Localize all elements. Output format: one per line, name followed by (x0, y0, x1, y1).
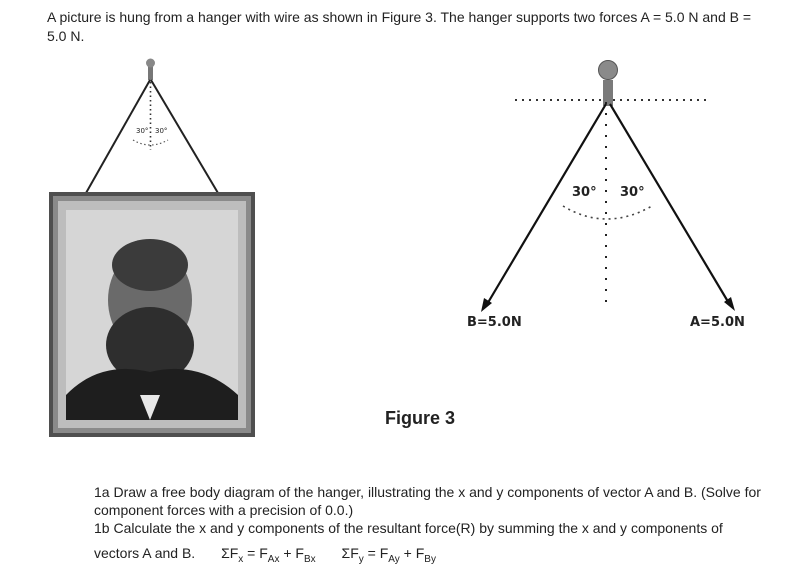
question-1a: 1a Draw a free body diagram of the hanger, illustrating the x and y components of vector A and B. (Solve for component forces with a precision of 0.0.) (94, 484, 761, 518)
question-1b-continuation: vectors A and B. (94, 545, 196, 561)
force-a-vector (610, 104, 730, 305)
problem-intro: A picture is hung from a hanger with wire as shown in Figure 3. The hanger supports two forces A = 5.0 N and B = 5.0 N. (47, 9, 752, 44)
force-b-label: B=5.0N (467, 315, 522, 330)
small-angle-left: 30° (136, 127, 149, 135)
hanger-force-diagram (481, 61, 735, 313)
angle-left-label: 30° (572, 185, 597, 200)
force-a-label: A=5.0N (690, 315, 745, 330)
equation-line (94, 545, 436, 565)
small-angle-right: 30° (155, 127, 168, 135)
picture-hanger (86, 59, 218, 194)
question-1b: 1b Calculate the x and y components of the resultant force(R) by summing the x and y components of (94, 520, 723, 536)
angle-right-label: 30° (620, 185, 645, 200)
questions (94, 483, 774, 537)
force-b-vector (486, 104, 606, 306)
sum-fy-equation: $\Sigma F_y = F_{Ay} + F_{By}$ (341, 545, 436, 565)
sum-fx-equation: $\Sigma F_x = F_{Ax} + F_{Bx}$ (221, 545, 316, 565)
angle-arc (563, 206, 652, 219)
framed-portrait (49, 192, 255, 437)
figure-caption: Figure 3 (385, 408, 456, 428)
